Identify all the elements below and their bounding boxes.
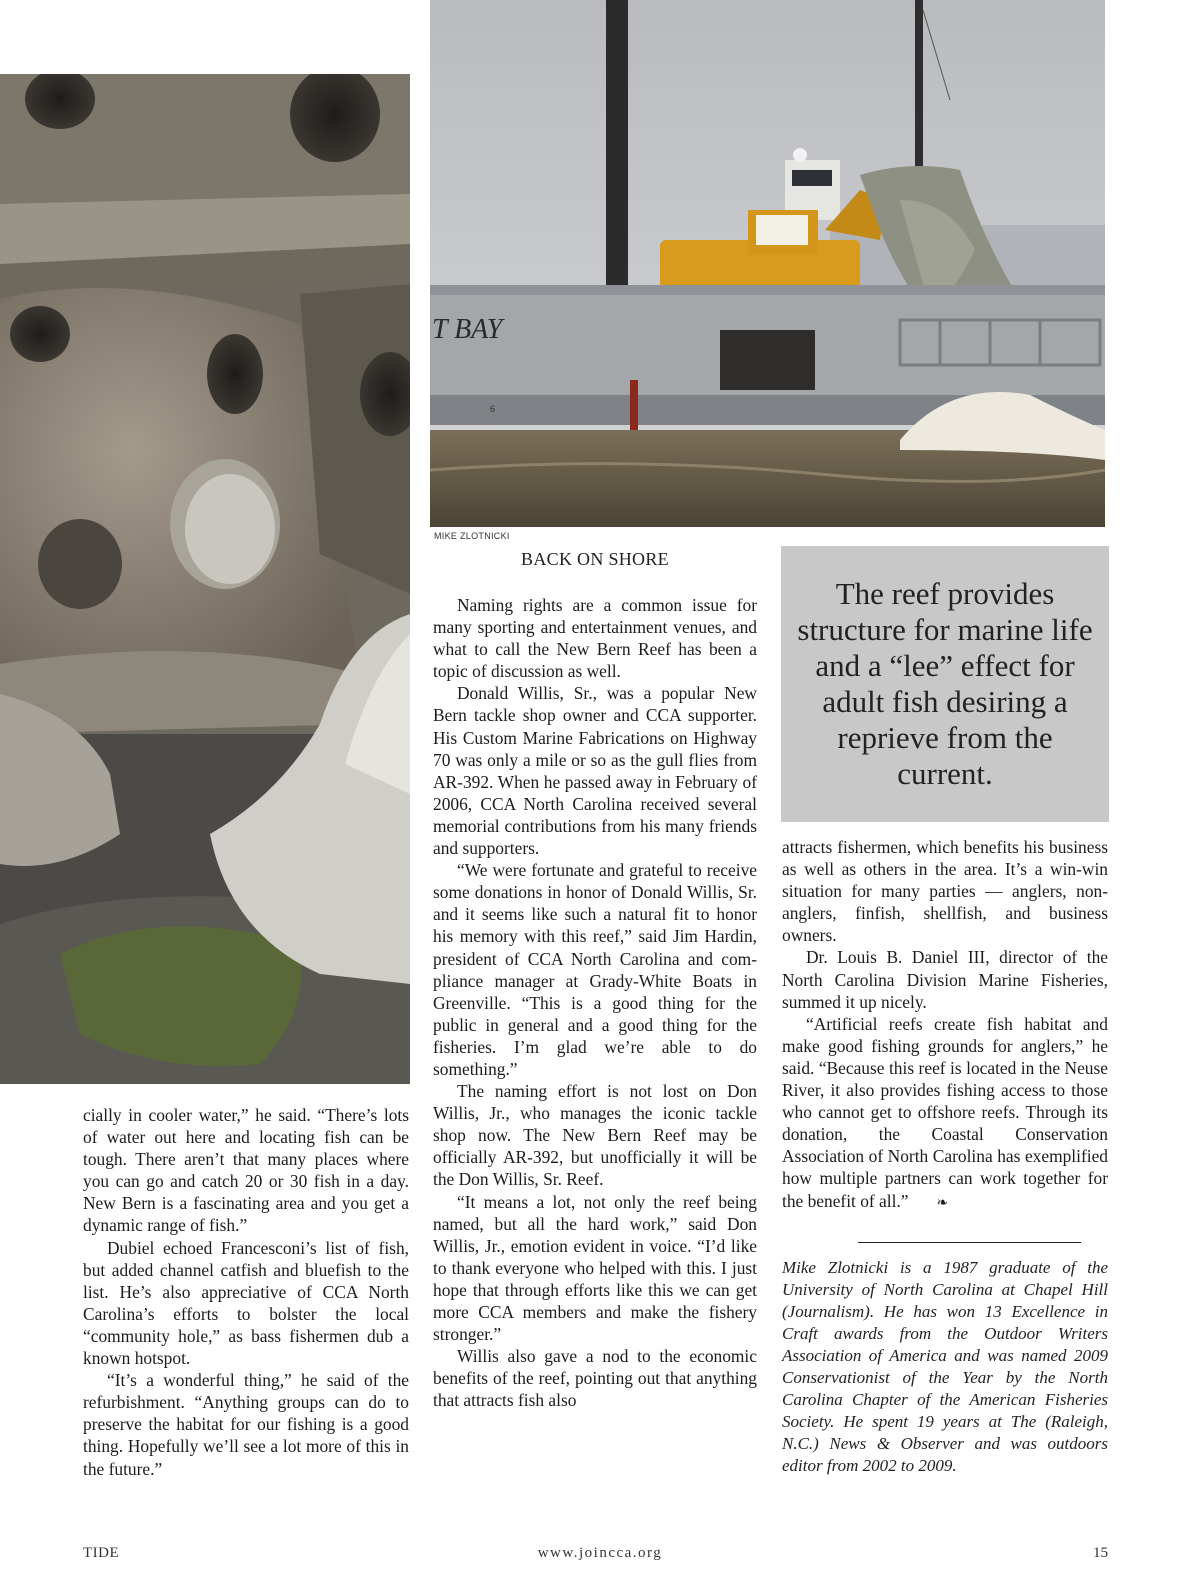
footer-publication: TIDE xyxy=(83,1545,120,1561)
paragraph: cially in cooler water,” he said. “There’s lots of water out here and locating fish can be tough. There aren’t that many places where you can go and catch 20 or 30 fish in a day. New Bern is a fascinating area and you get a dynamic range of fish.” xyxy=(83,1105,409,1236)
barge-loader-photo xyxy=(430,0,1105,527)
end-mark-icon: ❧ xyxy=(936,1195,949,1211)
paragraph: “We were fortunate and grateful to receive some donations in honor of Donald Willis, Sr. and it seems like such a natural fit to honor his memory with this reef,” said Jim Hardin, president of CCA North Carolina and compliance manager at Grady-White Boats in Greenville. “This is a good thing for the public in general and a good thing for the fisheries. I’m glad we’re able to do something.” xyxy=(433,860,757,1079)
paragraph: attracts fishermen, which benefits his business as well as others in the area. It’s a win-win situation for many parties — anglers, non-anglers, finfish, shellfish, and business owners. xyxy=(782,837,1108,946)
paragraph: Dubiel echoed Francesconi’s list of fish, but added channel catfish and bluefish to the list. He’s also appreciative of CCA North Carolina’s efforts to bolster the local “community hole,” as bass fishermen dub a known hotspot. xyxy=(83,1237,409,1369)
page-number: 15 xyxy=(1093,1545,1108,1561)
reef-balls-illustration xyxy=(0,74,410,1084)
paragraph: Naming rights are a common issue for many sporting and entertainment venues, and what to call the New Bern Reef has been a topic of discussion as well. xyxy=(433,595,757,682)
article-column-1 xyxy=(83,1104,409,1480)
photo-caption: BACK ON SHORE xyxy=(521,549,669,569)
pull-quote-text: The reef provides structure for marine life and a “lee” effect for adult fish desiring a reprieve from the current. xyxy=(797,576,1093,791)
hull-number-1: 6 xyxy=(490,404,496,414)
author-bio-text: Mike Zlotnicki is a 1987 graduate of the University of North Carolina at Chapel Hill (Journalism). He has won 13 Excellence in Craft awards from the Outdoor Writers Association of America and was named 2009 Conservationist of the Year by the North Carolina Chapter of the American Fisheries Society. He spent 19 years at The (Raleigh, N.C.) News & Observer and was outdoors editor from 2002 to 2009. xyxy=(782,1258,1108,1475)
article-column-3 xyxy=(782,836,1108,1215)
paragraph xyxy=(782,1013,1108,1215)
bio-divider xyxy=(858,1242,1081,1243)
reef-balls-photo xyxy=(0,74,410,1084)
pull-quote-box xyxy=(781,546,1109,822)
paragraph: “It means a lot, not only the reef being named, but all the hard work,” said Don Willis, Jr., emotion evident in voice. “I’d like to thank everyone who helped with this. I just hope that through efforts like this we can get more CCA members and make the fishery stronger.” xyxy=(433,1191,757,1345)
paragraph: The naming effort is not lost on Don Willis, Jr., who manages the iconic tackle shop now. The New Bern Reef may be officially AR-392, but unofficially it will be the Don Willis, Sr. Reef. xyxy=(433,1081,757,1190)
photo-credit: MIKE ZLOTNICKI xyxy=(434,531,510,541)
paragraph: Donald Willis, Sr., was a popular New Bern tackle shop owner and CCA supporter. His Custom Marine Fabrications on Highway 70 was only a mile or so as the gull flies from AR-392. When he passed away in February of 2006, CCA North Carolina received several memorial contributions from his many friends and supporters. xyxy=(433,683,757,859)
vessel-lettering: T BAY xyxy=(432,314,503,345)
footer-website: www.joincca.org xyxy=(537,1545,663,1561)
barge-illustration xyxy=(430,0,1105,527)
paragraph-text: “Artificial reefs create fish habitat and make good fishing grounds for anglers,” he said. “Because this reef is located in the Neuse River, it also provides fishing access to those who cannot get to offshore reefs. Through its donation, the Coastal Conservation Association of North Carolina has exemplified how multiple partners can work together for the benefit of all.” xyxy=(782,1013,1108,1211)
paragraph: Dr. Louis B. Daniel III, director of the North Carolina Division Marine Fisheries, summed it up nicely. xyxy=(782,947,1108,1012)
author-bio xyxy=(782,1257,1108,1477)
paragraph: “It’s a wonderful thing,” he said of the refurbishment. “Anything groups can do to preserve the habitat for our fishing is a good thing. Hopefully we’ll see a lot more of this in the future.” xyxy=(83,1370,409,1479)
article-column-2 xyxy=(433,594,757,1411)
paragraph: Willis also gave a nod to the economic benefits of the reef, pointing out that anything that attracts fish also xyxy=(433,1346,757,1411)
